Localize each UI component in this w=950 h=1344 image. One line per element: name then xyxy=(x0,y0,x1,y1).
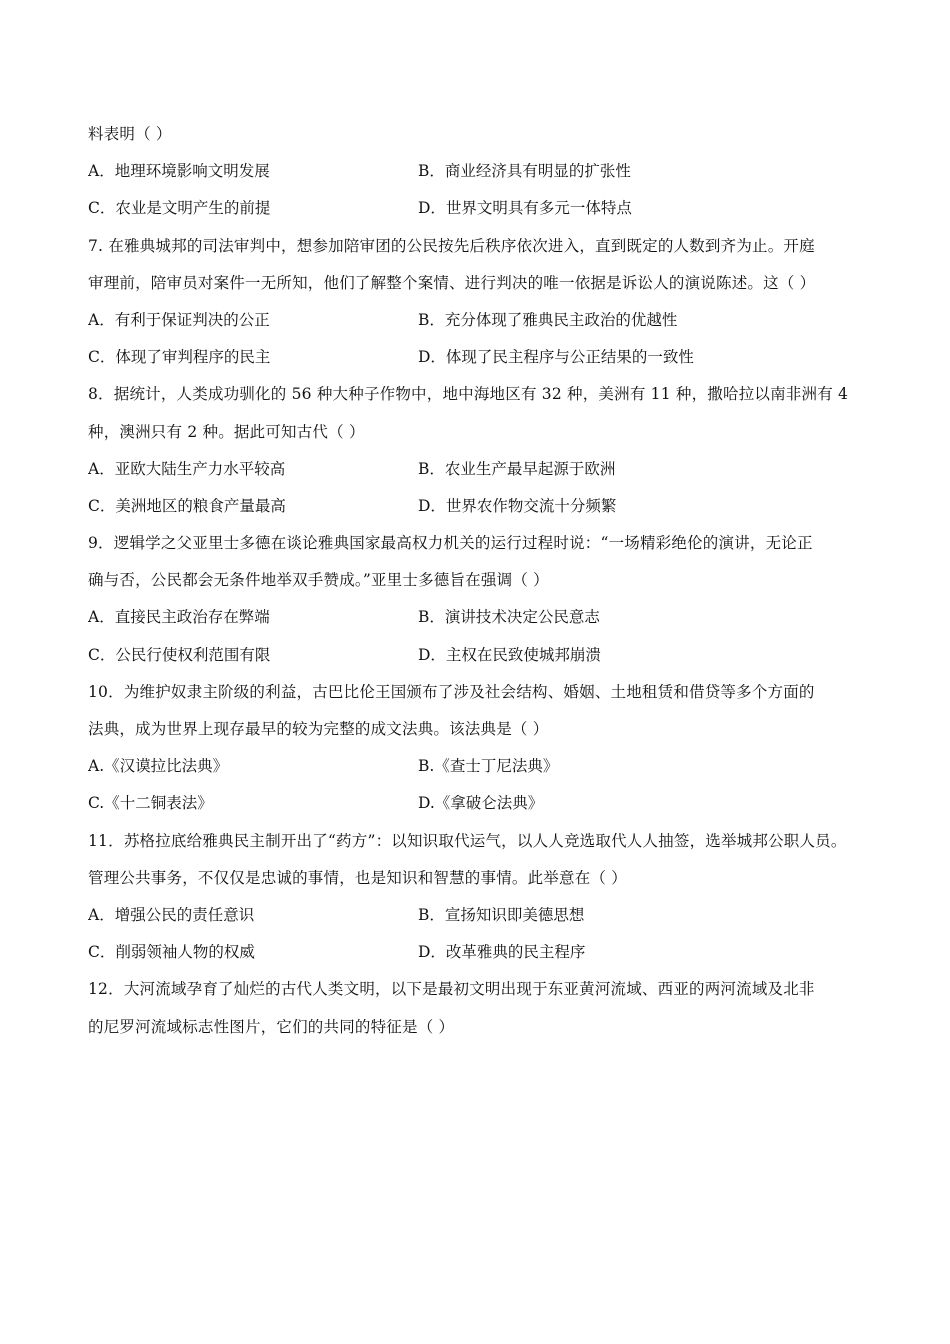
q12-stem-line-2: 的尼罗河流域标志性图片，它们的共同的特征是（ ） xyxy=(88,1017,455,1036)
q10-stem-line-1: 10．为维护奴隶主阶级的利益，古巴比伦王国颁布了涉及社会结构、婚姻、土地租赁和借贷等多个方面的 xyxy=(88,682,815,701)
q8-options-row-2 xyxy=(88,488,868,525)
q12-stem-line-1: 12．大河流域孕育了灿烂的古代人类文明，以下是最初文明出现于东亚黄河流域、西亚的两河流域及北非 xyxy=(88,980,815,999)
q8-option-b: B．农业生产最早起源于欧洲 xyxy=(418,459,616,478)
q7-stem-line-2: 审理前，陪审员对案件一无所知，他们了解整个案情、进行判决的唯一依据是诉讼人的演说陈述。这（ ） xyxy=(88,273,816,292)
q6-options-row-1 xyxy=(88,153,868,190)
q11-option-c: C．削弱领袖人物的权威 xyxy=(88,943,255,962)
q7-option-a: A．有利于保证判决的公正 xyxy=(88,310,270,329)
q11-option-d: D．改革雅典的民主程序 xyxy=(418,943,586,962)
q10-stem-line-2: 法典，成为世界上现存最早的较为完整的成文法典。该法典是（ ） xyxy=(88,720,549,738)
q11-options-row-2 xyxy=(88,934,868,971)
q10-option-b: B.《查士丁尼法典》 xyxy=(418,757,559,776)
q8-option-a: A．亚欧大陆生产力水平较高 xyxy=(88,459,286,478)
q10-option-c: C.《十二铜表法》 xyxy=(88,794,213,813)
q6-option-c: C．农业是文明产生的前提 xyxy=(88,199,271,218)
q11-stem-line-1: 11．苏格拉底给雅典民主制开出了“药方”：以知识取代运气，以人人竞选取代人人抽签，选举城邦公职人员。 xyxy=(88,831,847,850)
q6-option-d: D．世界文明具有多元一体特点 xyxy=(418,199,632,218)
q7-stem-line-1: 7. 在雅典城邦的司法审判中，想参加陪审团的公民按先后秩序依次进入，直到既定的人数到齐为止。开庭 xyxy=(88,236,815,255)
q9-stem-line-1: 9．逻辑学之父亚里士多德在谈论雅典国家最高权力机关的运行过程时说：“一场精彩绝伦的演讲，无论正 xyxy=(88,534,813,553)
q9-stem-line-2: 确与否，公民都会无条件地举双手赞成。”亚里士多德旨在强调（ ） xyxy=(88,571,549,590)
q11-stem-line-2: 管理公共事务，不仅仅是忠诚的事情，也是知识和智慧的事情。此举意在（ ） xyxy=(88,868,627,887)
q8-stem-line-1: 8．据统计，人类成功驯化的 56 种大种子作物中，地中海地区有 32 种，美洲有 11 种，撒哈拉以南非洲有 4 xyxy=(88,385,849,404)
q6-options-row-2 xyxy=(88,190,868,227)
q10-options-row-2 xyxy=(88,785,868,822)
q8-options-row-1 xyxy=(88,451,868,488)
q7-option-c: C．体现了审判程序的民主 xyxy=(88,348,271,367)
q10-option-a: A.《汉谟拉比法典》 xyxy=(88,757,229,776)
q7-options-row-2 xyxy=(88,339,868,376)
q8-option-d: D．世界农作物交流十分频繁 xyxy=(418,496,617,515)
q6-option-b: B．商业经济具有明显的扩张性 xyxy=(418,162,631,181)
q10-option-d: D.《拿破仑法典》 xyxy=(418,794,544,813)
q7-options-row-1 xyxy=(88,302,868,339)
q11-option-b: B．宣扬知识即美德思想 xyxy=(418,905,585,924)
q8-stem-line-2: 种，澳洲只有 2 种。据此可知古代（ ） xyxy=(88,422,365,441)
q10-options-row-1 xyxy=(88,748,868,785)
q9-option-d: D．主权在民致使城邦崩溃 xyxy=(418,645,601,664)
q9-option-b: B．演讲技术决定公民意志 xyxy=(418,608,600,627)
q7-option-d: D．体现了民主程序与公正结果的一致性 xyxy=(418,348,694,367)
q8-option-c: C．美洲地区的粮食产量最高 xyxy=(88,496,286,515)
question-list xyxy=(88,116,868,1046)
q11-option-a: A．增强公民的责任意识 xyxy=(88,905,255,924)
q6-stem-tail: 料表明（ ） xyxy=(88,125,172,143)
q6-option-a: A．地理环境影响文明发展 xyxy=(88,162,270,181)
q9-options-row-1 xyxy=(88,599,868,636)
q7-option-b: B．充分体现了雅典民主政治的优越性 xyxy=(418,310,678,329)
q9-option-c: C．公民行使权利范围有限 xyxy=(88,645,271,664)
q9-options-row-2 xyxy=(88,637,868,674)
q9-option-a: A．直接民主政治存在弊端 xyxy=(88,608,270,627)
q11-options-row-1 xyxy=(88,897,868,934)
